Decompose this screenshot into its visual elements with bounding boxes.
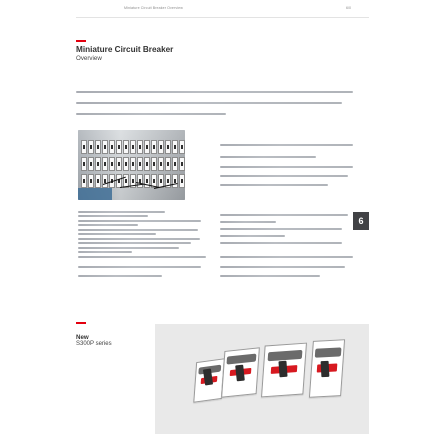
left-body-paragraph xyxy=(78,211,206,253)
body-line xyxy=(78,224,138,226)
right-lower-paragraph xyxy=(220,256,353,277)
breaker-module-icon xyxy=(81,157,87,171)
body-line xyxy=(78,247,179,249)
page-number: 6/0 xyxy=(346,6,351,10)
breaker-module-icon xyxy=(165,140,171,154)
body-text-lines xyxy=(78,211,206,253)
breaker-row xyxy=(81,140,185,152)
breaker-module-icon xyxy=(137,174,143,188)
breaker-switch-icon xyxy=(235,365,245,382)
feature-line xyxy=(220,184,328,186)
breaker-module-icon xyxy=(130,140,136,154)
body-line xyxy=(78,229,198,231)
body-line xyxy=(220,221,276,223)
breaker-module-icon xyxy=(109,140,115,154)
new-section-accent-mark xyxy=(76,322,86,324)
body-line xyxy=(78,242,191,244)
breaker-module-icon xyxy=(81,174,87,188)
breaker-module-icon xyxy=(158,140,164,154)
body-line xyxy=(78,266,201,268)
breaker-module-icon xyxy=(95,140,101,154)
breaker-module-icon xyxy=(151,140,157,154)
breaker-module-icon xyxy=(116,157,122,171)
body-text-lines xyxy=(220,256,353,277)
intro-line xyxy=(76,91,353,93)
breaker-module-icon xyxy=(123,140,129,154)
breaker-row xyxy=(81,157,185,169)
breaker-module-icon xyxy=(151,157,157,171)
body-line xyxy=(78,251,132,253)
breaker-module-icon xyxy=(137,157,143,171)
breaker-module-icon xyxy=(109,157,115,171)
section-subtitle: Overview xyxy=(76,54,102,62)
breaker-module-icon xyxy=(123,157,129,171)
breaker-product-group xyxy=(195,334,345,420)
intro-text-lines xyxy=(76,91,353,115)
body-line xyxy=(78,220,201,222)
breaker-module-icon xyxy=(102,140,108,154)
breaker-module-icon xyxy=(172,140,178,154)
feature-line xyxy=(220,144,353,146)
product-feature-paragraph xyxy=(220,166,353,186)
body-line xyxy=(220,214,348,216)
breaker-module-icon xyxy=(179,174,185,188)
feature-line xyxy=(220,175,348,177)
breaker-module-icon xyxy=(165,157,171,171)
breaker-module-icon xyxy=(88,140,94,154)
body-line xyxy=(220,275,320,277)
body-line xyxy=(78,275,162,277)
section-accent-mark xyxy=(76,40,86,42)
feature-text-lines xyxy=(220,144,353,158)
breaker-switch-icon xyxy=(321,361,330,377)
running-title: Miniature Circuit Breaker Overview xyxy=(124,6,183,10)
feature-line xyxy=(220,166,353,168)
breaker-module-icon xyxy=(130,157,136,171)
breaker-switch-icon xyxy=(278,361,287,378)
body-line xyxy=(78,233,156,235)
section-heading xyxy=(76,46,173,62)
product-series-name: S300P series xyxy=(76,341,112,348)
breaker-module-icon xyxy=(179,140,185,154)
body-line xyxy=(220,242,342,244)
right-body-paragraph xyxy=(220,214,353,244)
intro-line xyxy=(76,102,342,104)
breaker-module-icon xyxy=(88,174,94,188)
feature-text-lines xyxy=(220,166,353,186)
page-number-badge: 6 xyxy=(353,212,369,230)
body-line xyxy=(220,266,345,268)
body-line xyxy=(78,215,148,217)
body-line xyxy=(220,228,342,230)
blue-enclosure-edge xyxy=(78,188,112,200)
breaker-module-icon xyxy=(172,157,178,171)
breaker-module-icon xyxy=(102,174,108,188)
section-title: Miniature Circuit Breaker xyxy=(76,45,174,54)
breaker-module-icon xyxy=(102,157,108,171)
breaker-module-icon xyxy=(137,140,143,154)
new-label: New xyxy=(76,334,89,341)
breaker-module-icon xyxy=(88,157,94,171)
body-text-lines xyxy=(220,214,353,244)
body-line xyxy=(78,238,200,240)
breaker-module-icon xyxy=(144,157,150,171)
feature-line xyxy=(220,156,316,158)
breaker-module-icon xyxy=(158,157,164,171)
product-image-panel xyxy=(155,324,369,434)
body-line xyxy=(78,256,206,258)
left-lower-paragraph xyxy=(78,256,206,277)
body-line xyxy=(220,235,285,237)
breaker-module-icon xyxy=(179,157,185,171)
breaker-module-icon xyxy=(172,174,178,188)
distribution-board-photo xyxy=(78,130,185,200)
body-text-lines xyxy=(78,256,206,277)
breaker-module-icon xyxy=(81,140,87,154)
product-feature-paragraph xyxy=(220,144,353,158)
body-line xyxy=(78,211,165,213)
new-product-label-group xyxy=(76,334,112,349)
body-line xyxy=(220,256,353,258)
intro-paragraph xyxy=(76,91,353,115)
breaker-module-icon xyxy=(144,140,150,154)
intro-line xyxy=(76,113,226,115)
breaker-module-icon xyxy=(116,140,122,154)
breaker-module-icon xyxy=(95,174,101,188)
header-divider xyxy=(76,17,369,18)
breaker-module-icon xyxy=(95,157,101,171)
